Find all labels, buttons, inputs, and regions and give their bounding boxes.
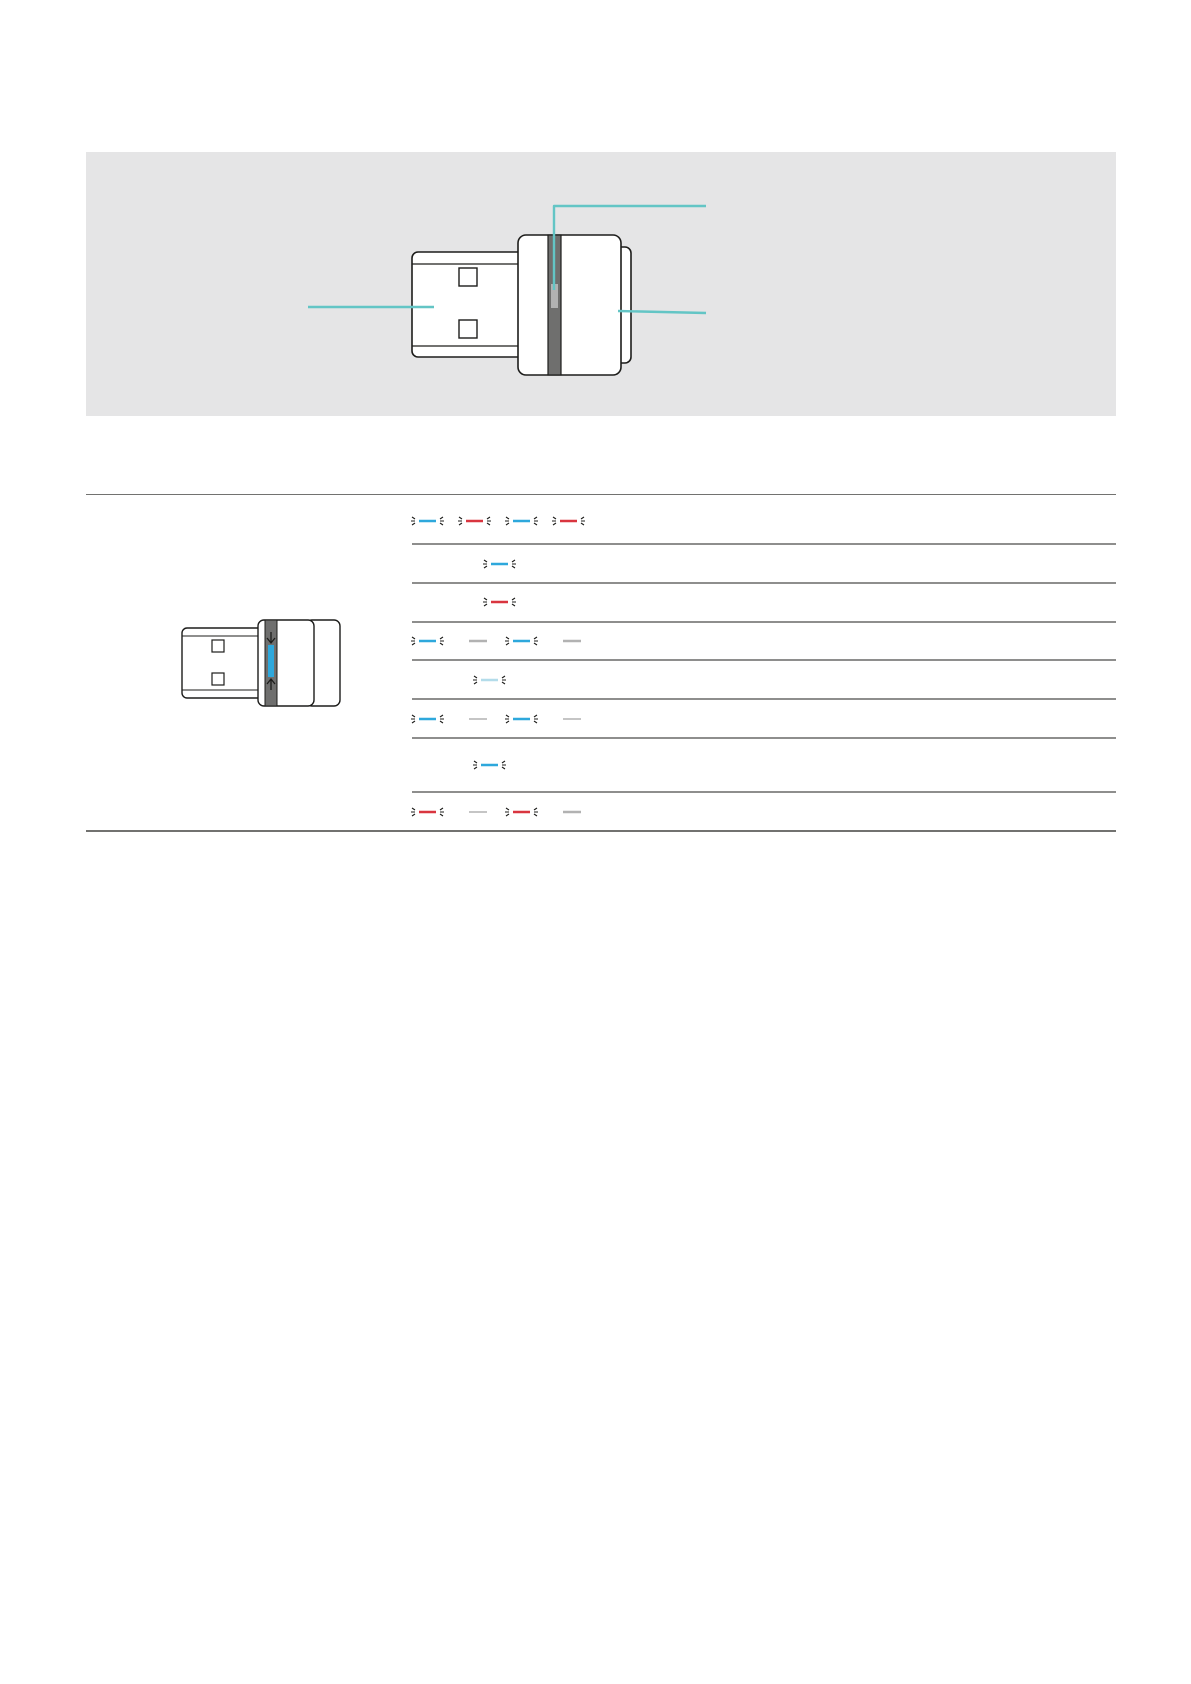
led-table-drawing: [86, 494, 1116, 832]
usb-pin-square: [459, 268, 477, 286]
led-window-lit: [268, 645, 274, 677]
dongle-drawing: [86, 152, 1116, 416]
led-blink-icon: [505, 517, 538, 525]
led-pattern-column: [411, 517, 585, 816]
dongle-small-illustration: [182, 620, 340, 706]
led-blink-icon: [483, 560, 516, 568]
led-blink-icon: [505, 715, 538, 723]
led-blink-icon: [483, 598, 516, 606]
dongle-housing: [518, 235, 621, 375]
led-blink-icon: [473, 676, 506, 684]
led-blink-icon: [505, 637, 538, 645]
led-blink-icon: [505, 808, 538, 816]
led-blink-icon: [411, 715, 444, 723]
led-blink-icon: [473, 761, 506, 769]
usb-pin-square: [212, 673, 224, 685]
led-blink-icon: [552, 517, 585, 525]
product-illustration: [86, 152, 1116, 416]
led-blink-icon: [411, 808, 444, 816]
usb-pin-square: [212, 640, 224, 652]
led-blink-icon: [411, 517, 444, 525]
led-status-table: [86, 494, 1116, 832]
usb-pin-square: [459, 320, 477, 338]
led-blink-icon: [458, 517, 491, 525]
led-blink-icon: [411, 637, 444, 645]
